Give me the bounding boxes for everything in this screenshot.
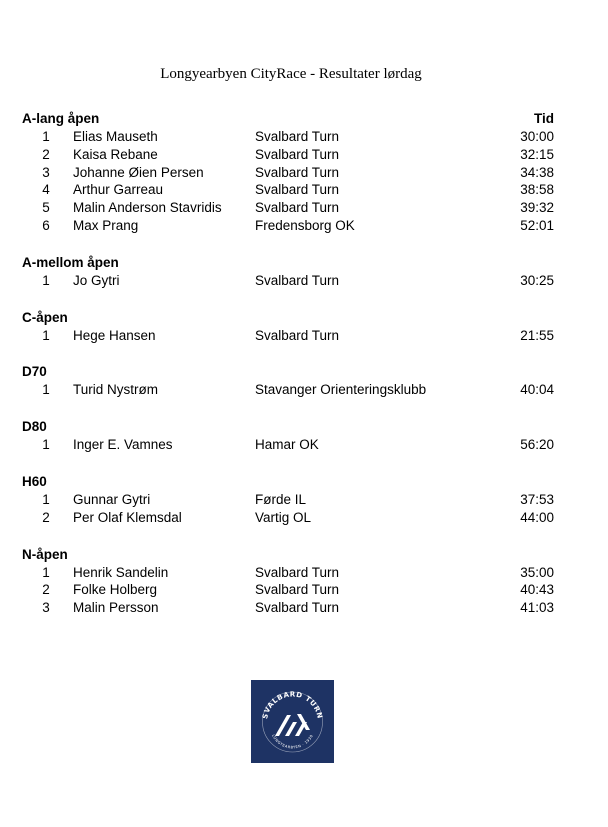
class-name: A-mellom åpen	[22, 254, 119, 270]
result-section	[22, 473, 562, 527]
finish-time: 52:01	[520, 217, 554, 233]
finish-time: 40:04	[520, 382, 554, 398]
result-row	[22, 128, 562, 146]
club-name: Svalbard Turn	[255, 582, 340, 598]
runner-name: Per Olaf Klemsdal	[73, 509, 182, 525]
section-header	[22, 418, 562, 436]
placement: 3	[42, 600, 50, 616]
placement: 1	[42, 382, 50, 398]
runner-name: Gunnar Gytri	[73, 491, 151, 507]
club-name: Vartig OL	[255, 509, 312, 525]
placement: 2	[42, 509, 50, 525]
runner-name: Malin Persson	[73, 600, 159, 616]
class-name: C-åpen	[22, 309, 68, 325]
result-section	[22, 309, 562, 345]
result-row	[22, 581, 562, 599]
section-header	[22, 110, 562, 128]
section-header	[22, 309, 562, 327]
runner-name: Folke Holberg	[73, 582, 158, 598]
club-name: Fredensborg OK	[255, 217, 355, 233]
runner-name: Jo Gytri	[73, 272, 120, 288]
runner-name: Hege Hansen	[73, 327, 156, 343]
finish-time: 21:55	[520, 327, 554, 343]
finish-time: 41:03	[520, 600, 554, 616]
result-row	[22, 272, 562, 290]
club-name: Svalbard Turn	[255, 200, 340, 216]
finish-time: 40:43	[520, 582, 554, 598]
placement: 2	[42, 146, 50, 162]
club-name: Svalbard Turn	[255, 129, 340, 144]
placement: 1	[42, 327, 50, 343]
page-title: Longyearbyen CityRace - Resultater lørdag	[160, 66, 422, 82]
finish-time: 38:58	[520, 182, 554, 198]
finish-time: 32:15	[520, 146, 554, 162]
runner-name: Johanne Øien Persen	[73, 164, 204, 180]
club-name: Svalbard Turn	[255, 146, 340, 162]
section-header	[22, 546, 562, 564]
runner-name: Henrik Sandelin	[73, 564, 169, 580]
runner-name: Arthur Garreau	[73, 182, 164, 198]
svalbard-turn-logo	[251, 680, 334, 763]
section-header	[22, 254, 562, 272]
club-name: Svalbard Turn	[255, 564, 340, 580]
section-header	[22, 363, 562, 381]
placement: 1	[42, 272, 50, 288]
placement: 5	[42, 200, 50, 216]
placement: 4	[42, 182, 50, 198]
mountain-icon	[275, 714, 310, 736]
placement: 1	[42, 491, 50, 507]
result-row	[22, 509, 562, 527]
finish-time: 37:53	[520, 491, 554, 507]
result-row	[22, 599, 562, 617]
svg-text:LONGYEARBYEN · 1938	[271, 734, 314, 750]
result-section	[22, 418, 562, 454]
result-row	[22, 181, 562, 199]
club-name: Førde IL	[255, 491, 307, 507]
class-name: A-lang åpen	[22, 111, 100, 126]
finish-time: 56:20	[520, 437, 554, 453]
result-section	[22, 546, 562, 617]
club-name: Svalbard Turn	[255, 272, 340, 288]
club-name: Svalbard Turn	[255, 600, 340, 616]
result-section	[22, 254, 562, 290]
result-row	[22, 164, 562, 182]
club-name: Hamar OK	[255, 437, 319, 453]
finish-time: 35:00	[520, 564, 554, 580]
result-section	[22, 110, 562, 235]
placement: 6	[42, 217, 50, 233]
result-row	[22, 327, 562, 345]
logo-bottom-text: LONGYEARBYEN · 1938	[271, 733, 314, 750]
class-name: N-åpen	[22, 546, 68, 562]
finish-time: 39:32	[520, 200, 554, 216]
result-section	[22, 363, 562, 399]
result-row	[22, 491, 562, 509]
placement: 1	[42, 437, 50, 453]
class-name: H60	[22, 473, 47, 489]
result-row	[22, 436, 562, 454]
finish-time: 30:25	[520, 272, 554, 288]
runner-name: Malin Anderson Stavridis	[73, 200, 222, 216]
club-name: Svalbard Turn	[255, 327, 340, 343]
runner-name: Inger E. Vamnes	[73, 437, 173, 453]
result-row	[22, 564, 562, 582]
runner-name: Max Prang	[73, 217, 139, 233]
svg-text:SVALBARD TURN	[261, 690, 324, 719]
section-header	[22, 473, 562, 491]
time-column-header: Tid	[534, 111, 554, 126]
class-name: D70	[22, 364, 47, 380]
club-name: Svalbard Turn	[255, 182, 340, 198]
class-name: D80	[22, 419, 47, 435]
club-logo	[251, 680, 334, 763]
finish-time: 44:00	[520, 509, 554, 525]
club-name: Svalbard Turn	[255, 164, 340, 180]
runner-name: Kaisa Rebane	[73, 146, 158, 162]
placement: 3	[42, 164, 50, 180]
results-list	[22, 110, 562, 636]
result-row	[22, 217, 562, 235]
runner-name: Elias Mauseth	[73, 129, 158, 144]
finish-time: 30:00	[520, 129, 554, 144]
result-row	[22, 381, 562, 399]
placement: 1	[42, 129, 50, 144]
placement: 2	[42, 582, 50, 598]
finish-time: 34:38	[520, 164, 554, 180]
result-row	[22, 146, 562, 164]
club-name: Stavanger Orienteringsklubb	[255, 382, 427, 398]
logo-top-text: SVALBARD TURN	[261, 690, 324, 720]
placement: 1	[42, 564, 50, 580]
result-row	[22, 199, 562, 217]
runner-name: Turid Nystrøm	[73, 382, 158, 398]
